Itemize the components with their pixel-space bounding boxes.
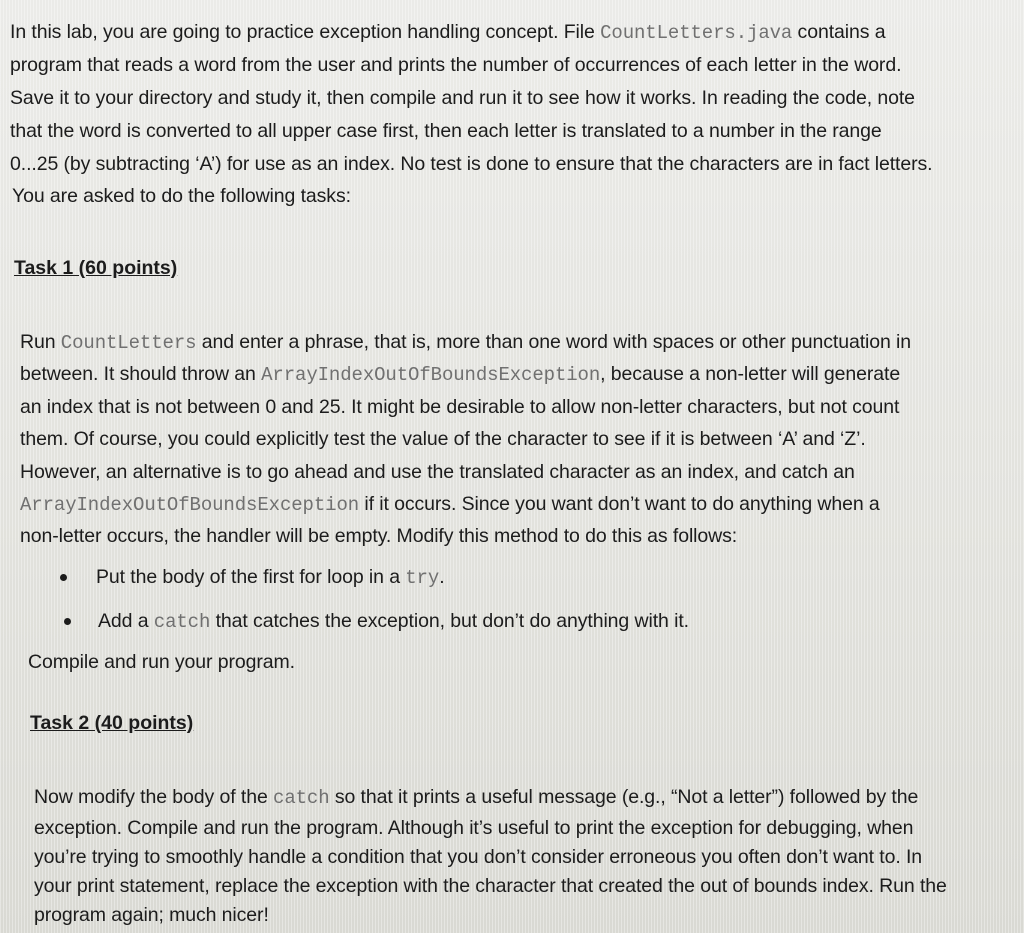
- task1-line-5: However, an alternative is to go ahead and use the translated character as an index, and catch an: [20, 461, 855, 483]
- task1-text: between. It should throw an: [20, 363, 262, 385]
- catch-keyword-code: catch: [273, 787, 330, 809]
- task1-line-6: [20, 492, 880, 517]
- task1-text: if it occurs. Since you want don’t want to do anything when a: [359, 493, 880, 515]
- task1-line-3: an index that is not between 0 and 25. It might be desirable to allow non-letter characters, but not count: [20, 396, 900, 418]
- task1-bullet-1: [96, 565, 445, 590]
- task2-text: Now modify the body of the: [34, 786, 274, 808]
- intro-line-6: You are asked to do the following tasks:: [12, 185, 351, 207]
- task1-text: , because a non-letter will generate: [600, 363, 901, 385]
- bullet-icon: [60, 574, 67, 581]
- task1-closing: Compile and run your program.: [28, 651, 295, 673]
- intro-line-3: Save it to your directory and study it, then compile and run it to see how it works. In reading the code, note: [10, 87, 915, 109]
- bullet-text: that catches the exception, but don’t do anything with it.: [210, 610, 689, 632]
- catch-keyword-code: catch: [153, 611, 211, 633]
- bullet-text: .: [439, 566, 445, 588]
- task1-line-4: them. Of course, you could explicitly test the value of the character to see if it is between ‘A’ and ‘Z’.: [20, 428, 866, 450]
- task1-line-7: non-letter occurs, the handler will be empty. Modify this method to do this as follows:: [20, 525, 738, 547]
- intro-text: contains a: [792, 21, 886, 43]
- task2-text: so that it prints a useful message (e.g., “Not a letter”) followed by the: [329, 786, 919, 808]
- intro-line-5: 0...25 (by subtracting ‘A’) for use as an index. No test is done to ensure that the characters are in fact letters.: [10, 153, 933, 175]
- task1-line-2: [20, 362, 900, 387]
- task2-line-2: exception. Compile and run the program. Although it’s useful to print the exception for debugging, when: [34, 817, 914, 839]
- intro-line-4: that the word is converted to all upper case first, then each letter is translated to a number in the range: [10, 120, 882, 142]
- task2-line-4: your print statement, replace the exception with the character that created the out of bounds index. Run the: [34, 875, 947, 897]
- task1-heading: Task 1 (60 points): [14, 257, 178, 279]
- task2-line-3: you’re trying to smoothly handle a condition that you don’t consider erroneous you often don’t want to. In: [34, 846, 923, 868]
- task2-heading: Task 2 (40 points): [30, 712, 194, 734]
- filename-code: CountLetters.java: [600, 22, 793, 44]
- bullet-text: Put the body of the first for loop in a: [96, 566, 406, 588]
- task1-line-1: [20, 330, 911, 355]
- try-keyword-code: try: [405, 567, 440, 589]
- intro-line-1: [10, 20, 885, 45]
- intro-text: In this lab, you are going to practice exception handling concept. File: [10, 21, 601, 43]
- exception-name-code: ArrayIndexOutOfBoundsException: [20, 494, 360, 516]
- bullet-icon: [64, 618, 71, 625]
- task1-text: and enter a phrase, that is, more than one word with spaces or other punctuation in: [196, 331, 912, 353]
- task1-bullet-2: [98, 609, 689, 634]
- class-name-code: CountLetters: [60, 332, 197, 354]
- task2-line-1: [34, 785, 918, 810]
- task1-text: Run: [20, 331, 61, 353]
- intro-line-2: program that reads a word from the user and prints the number of occurrences of each letter in the word.: [10, 54, 902, 76]
- exception-name-code: ArrayIndexOutOfBoundsException: [261, 364, 601, 386]
- task2-line-5: program again; much nicer!: [34, 904, 269, 926]
- bullet-text: Add a: [98, 610, 154, 632]
